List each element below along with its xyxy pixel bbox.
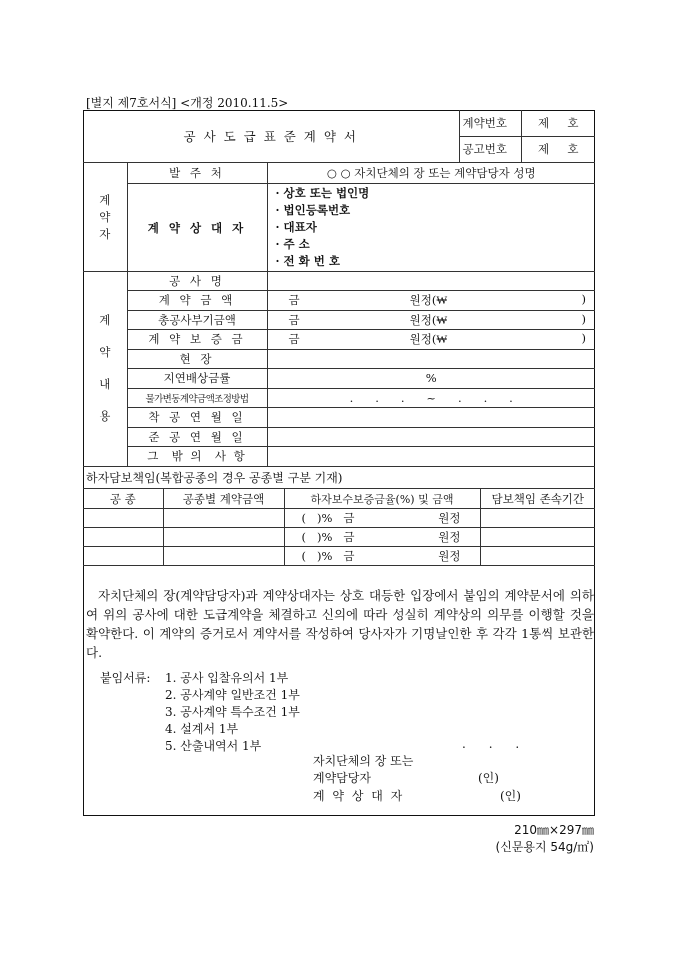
warranty-header-amount: 공종별 계약금액: [163, 489, 284, 509]
other-matters-label: 그 밖 의 사 항: [127, 447, 267, 467]
form-header: [별지 제7호서식] <개정 2010.11.5>: [86, 96, 289, 110]
price-adjustment-method-field[interactable]: . . . ~ . . .: [267, 388, 595, 408]
orderer-value[interactable]: ○ ○ 자치단체의 장 또는 계약담당자 성명: [267, 163, 595, 184]
amount-suffix: ): [581, 292, 586, 307]
delay-penalty-rate-field[interactable]: %: [267, 369, 595, 389]
warranty-heading: 하자담보책임(복합공종의 경우 공종별 구분 기재): [83, 467, 595, 489]
party-table: [83, 162, 595, 272]
amount-won: 원정(₩: [409, 332, 448, 347]
delay-penalty-rate-label: 지연배상금률: [127, 369, 267, 389]
warranty-table: [83, 466, 595, 566]
warranty-type-cell[interactable]: [83, 547, 163, 566]
amount-suffix: ): [581, 311, 586, 326]
notice-no-label: 공고번호: [459, 136, 521, 162]
contract-title: 공 사 도 급 표 준 계 약 서: [83, 110, 459, 162]
contract-deposit-label: 계 약 보 증 금: [127, 330, 267, 350]
warranty-amount-cell[interactable]: [163, 509, 284, 528]
attachment-item: 4. 설계서 1부: [165, 722, 239, 736]
site-label: 현 장: [127, 349, 267, 369]
warranty-period-cell[interactable]: [480, 528, 595, 547]
warranty-amount-cell[interactable]: [163, 528, 284, 547]
amount-won: 원정(₩: [409, 312, 448, 327]
counterparty-item: · 대표자: [275, 220, 317, 234]
attachment-item: 2. 공사계약 일반조건 1부: [165, 688, 300, 702]
signature-officer-label: 계약담당자: [313, 771, 371, 785]
warranty-header-period: 담보책임 존속기간: [480, 489, 595, 509]
content-label-char: 계: [99, 313, 111, 328]
counterparty-item: · 주 소: [275, 237, 310, 251]
agreement-paragraph: 자치단체의 장(계약담당자)과 계약상대자는 상호 대등한 입장에서 붙임의 계약문서에 의하여 위의 공사에 대한 도급계약을 체결하고 신의에 따라 성실히 계약상의 의무를 이행할 것을 확약한다. 이 계약의 증거로서 계약서를 작성하여 당사자가 기명날인한 후 각각 1통씩 보관한다.: [86, 588, 594, 660]
amount-suffix: ): [581, 331, 586, 346]
warranty-rate: ( )% 금: [301, 511, 355, 525]
officer-seal[interactable]: (인): [478, 771, 499, 785]
orderer-label: 발 주 처: [127, 163, 267, 184]
contract-no-label: 계약번호: [459, 110, 521, 136]
content-section-label: [83, 271, 127, 466]
amount-prefix: 금: [288, 312, 300, 327]
content-label-char: 내: [99, 377, 111, 392]
paper-size: 210㎜×297㎜: [514, 823, 594, 837]
attachment-item: 5. 산출내역서 1부: [165, 739, 262, 753]
amount-prefix: 금: [288, 293, 300, 308]
start-date-label: 착 공 연 월 일: [127, 408, 267, 428]
content-label-char: 약: [99, 345, 111, 360]
construction-name-label: 공 사 명: [127, 271, 267, 291]
other-matters-field[interactable]: [267, 447, 595, 467]
completion-date-label: 준 공 연 월 일: [127, 427, 267, 447]
counterparty-seal[interactable]: (인): [500, 789, 521, 803]
construction-name-field[interactable]: [267, 271, 595, 291]
attachment-item: 3. 공사계약 특수조건 1부: [165, 705, 300, 719]
total-construction-amount-label: 총공사부기금액: [127, 310, 267, 330]
amount-prefix: 금: [288, 332, 300, 347]
notice-no-value[interactable]: 제 호: [521, 136, 595, 162]
warranty-type-cell[interactable]: [83, 528, 163, 547]
signature-line-orderer: 자치단체의 장 또는: [313, 754, 414, 768]
attachments-label: 붙임서류:: [100, 671, 151, 685]
total-construction-amount-field[interactable]: [267, 310, 595, 330]
party-label-char: 자: [99, 226, 111, 241]
party-label-char: 약: [99, 209, 111, 224]
contract-amount-label: 계 약 금 액: [127, 291, 267, 311]
counterparty-fields[interactable]: [267, 184, 595, 272]
warranty-won: 원정: [438, 511, 461, 525]
warranty-won: 원정: [438, 549, 461, 563]
warranty-header-type: 공 종: [83, 489, 163, 509]
price-adjustment-method-label: 물가변동계약금액조정방법: [127, 388, 267, 408]
start-date-field[interactable]: [267, 408, 595, 428]
warranty-rate-cell[interactable]: [284, 509, 480, 528]
content-table: [83, 271, 595, 467]
counterparty-item: · 법인등록번호: [275, 203, 351, 217]
warranty-rate: ( )% 금: [301, 549, 355, 563]
warranty-amount-cell[interactable]: [163, 547, 284, 566]
title-table: [83, 110, 595, 163]
amount-won: 원정(₩: [409, 293, 448, 308]
warranty-rate-cell[interactable]: [284, 547, 480, 566]
warranty-rate: ( )% 금: [301, 530, 355, 544]
warranty-rate-cell[interactable]: [284, 528, 480, 547]
attachment-item: 1. 공사 입찰유의서 1부: [165, 671, 289, 685]
content-label-char: 용: [99, 409, 111, 424]
party-label-char: 계: [99, 192, 111, 207]
contract-date[interactable]: . . .: [462, 737, 520, 751]
counterparty-item: · 전 화 번 호: [275, 254, 340, 268]
contract-amount-field[interactable]: [267, 291, 595, 311]
warranty-won: 원정: [438, 530, 461, 544]
site-field[interactable]: [267, 349, 595, 369]
party-section-label: [83, 163, 127, 272]
paper-type: (신문용지 54g/㎡): [495, 840, 594, 854]
counterparty-item: · 상호 또는 법인명: [275, 186, 370, 200]
attachments-list: [165, 670, 425, 755]
completion-date-field[interactable]: [267, 427, 595, 447]
counterparty-label: 계 약 상 대 자: [127, 184, 267, 272]
warranty-period-cell[interactable]: [480, 509, 595, 528]
warranty-header-rate: 하자보수보증금율(%) 및 금액: [284, 489, 480, 509]
signature-counterparty-label: 계 약 상 대 자: [313, 789, 405, 803]
contract-no-value[interactable]: 제 호: [521, 110, 595, 136]
contract-deposit-field[interactable]: [267, 330, 595, 350]
warranty-period-cell[interactable]: [480, 547, 595, 566]
warranty-type-cell[interactable]: [83, 509, 163, 528]
